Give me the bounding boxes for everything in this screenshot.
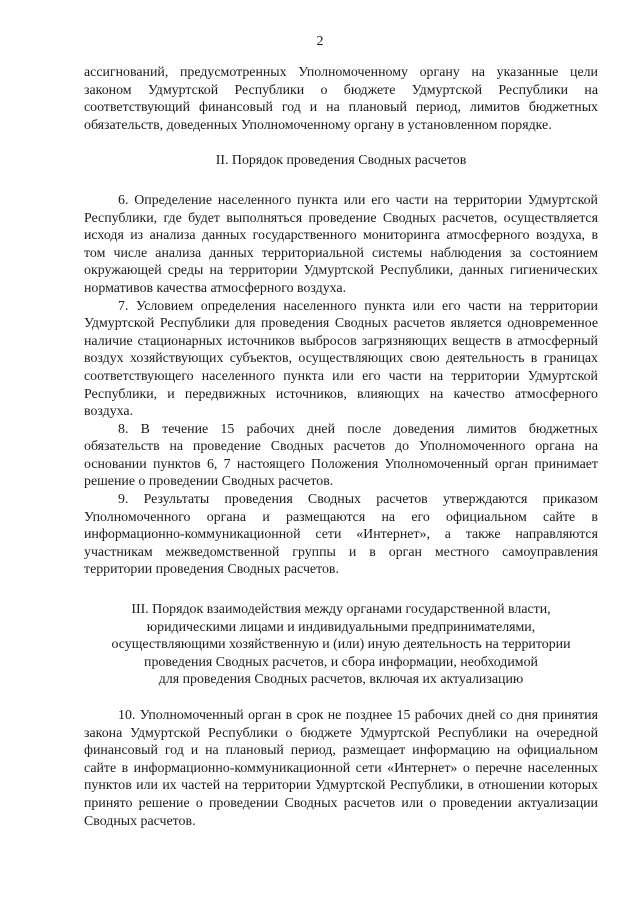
section-3-heading-line: для проведения Сводных расчетов, включая их актуализацию (158, 672, 524, 688)
section-3-heading-line: осуществляющими хозяйственную и (или) иную деятельность на территории (111, 637, 571, 653)
intro-paragraph: ассигнований, предусмотренных Уполномоченному органу на указанные цели законом Удмуртской Республики о бюджете Удмуртской Республики на соответствующий финансовый год и на плановый период, лимитов бюджетных обязательств, доведенных Уполномоченному органу в установленном порядке. (84, 65, 598, 133)
section-2-heading: II. Порядок проведения Сводных расчетов (215, 153, 467, 169)
document-body (84, 64, 598, 830)
section-3-heading (84, 601, 598, 689)
page-number: 2 (316, 34, 324, 49)
section-3-heading-line: юридическими лицами и индивидуальными предпринимателями, (146, 619, 536, 635)
paragraph-6: 6. Определение населенного пункта или его части на территории Удмуртской Республики, где будет выполняться проведение Сводных расчетов, осуществляется исходя из анализа данных государственного мониторинга атмосферного воздуха, в том числе анализа данных территориальной системы наблюдения за состоянием окружающей среды на территории Удмуртской Республики, данных гигиенических нормативов качества атмосферного воздуха. (84, 192, 598, 296)
paragraph-7: 7. Условием определения населенного пункта или его части на территории Удмуртской Республики для проведения Сводных расчетов является одновременное наличие стационарных источников выбросов загрязняющих веществ в атмосферный воздух хозяйствующих субъектов, осуществляющих свою деятельность в границах соответствующего населенного пункта или его части на территории Удмуртской Республики, и передвижных источников, влияющих на качество атмосферного воздуха. (84, 298, 598, 420)
section-3-heading-line: III. Порядок взаимодействия между органами государственной власти, (131, 602, 551, 618)
paragraph-10: 10. Уполномоченный орган в срок не позднее 15 рабочих дней со дня принятия закона Удмуртской Республики о бюджете Удмуртской Республики на очередной финансовый год и на плановый период, размещает информацию на официальном сайте в информационно-коммуникационной сети «Интернет» о перечне населенных пунктов или их частей на территории Удмуртской Республики, в отношении которых принято решение о проведении Сводных расчетов или о проведении актуализации Сводных расчетов. (84, 708, 598, 829)
paragraph-9: 9. Результаты проведения Сводных расчетов утверждаются приказом Уполномоченного органа и размещаются на его официальном сайте в информационно-коммуникационной сети «Интернет», а также направляются участникам межведомственной группы и в орган местного самоуправления территории проведения Сводных расчетов. (84, 492, 598, 578)
section-3-heading-line: проведения Сводных расчетов, и сбора информации, необходимой (144, 654, 538, 670)
paragraph-8: 8. В течение 15 рабочих дней после доведения лимитов бюджетных обязательств на проведение Сводных расчетов до Уполномоченного органа на основании пунктов 6, 7 настоящего Положения Уполномоченный орган принимает решение о проведении Сводных расчетов. (84, 421, 598, 490)
